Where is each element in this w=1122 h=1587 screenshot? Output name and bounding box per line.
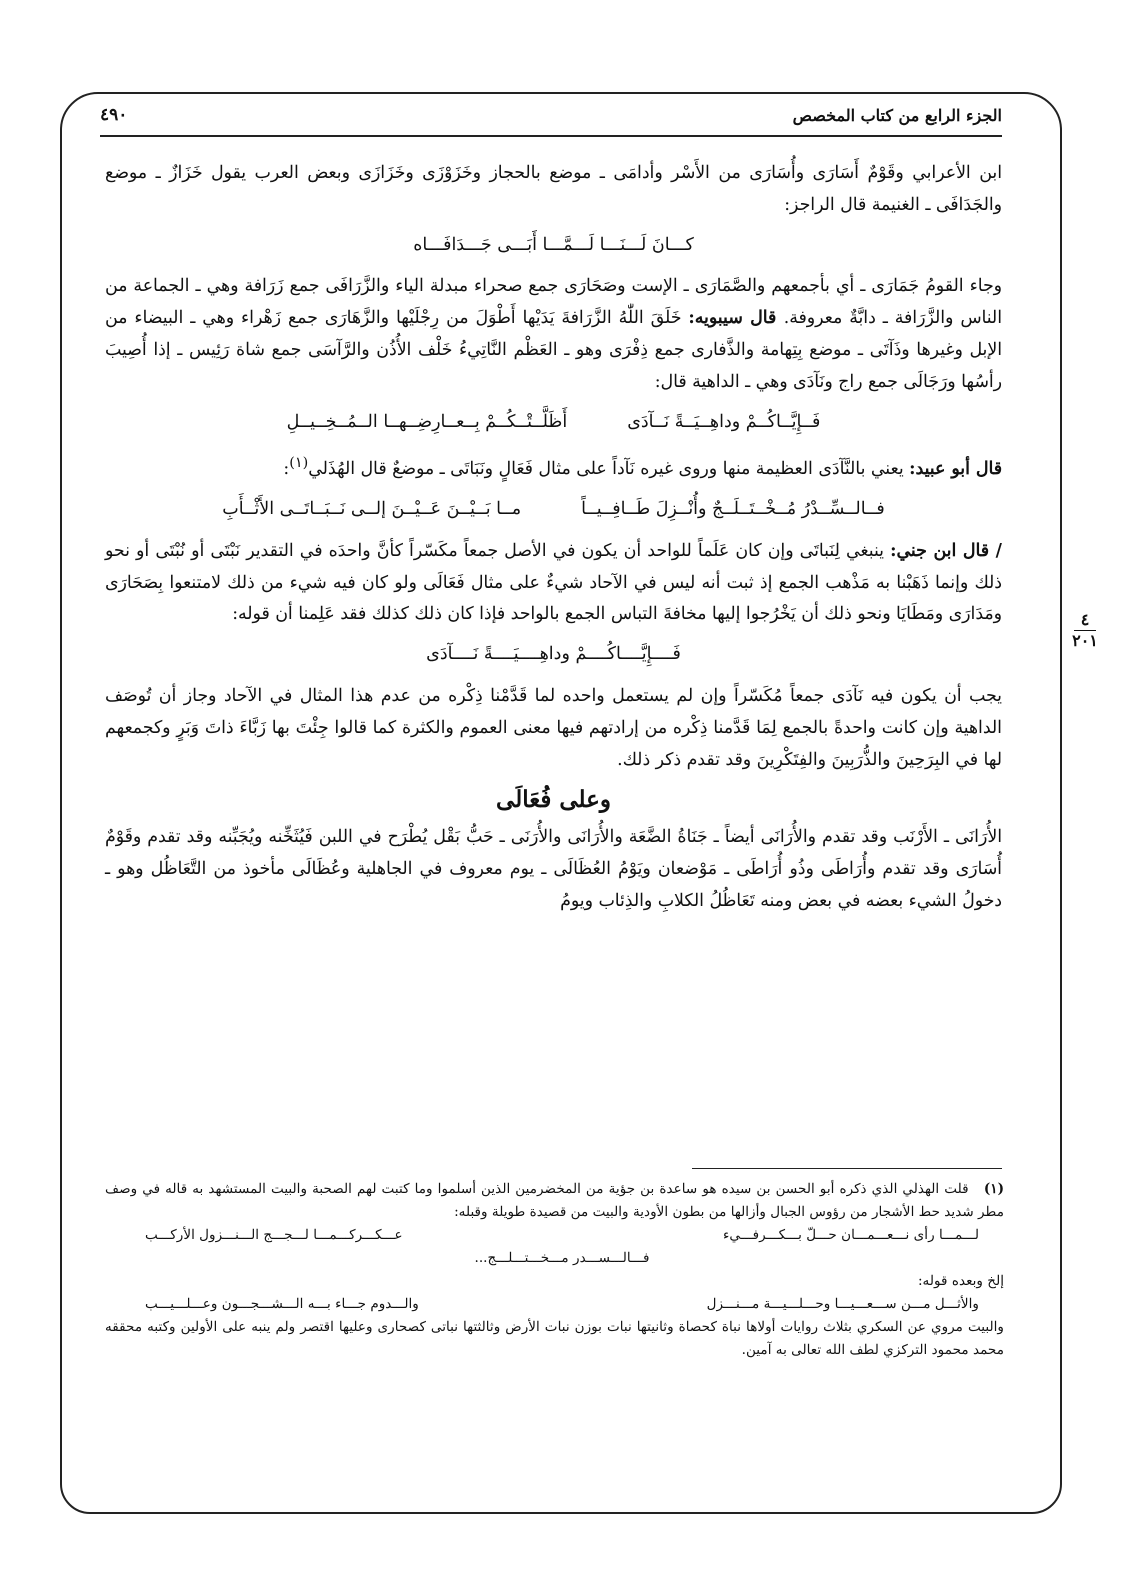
- footnote-verse-b-text: فـــالـــســـدر مـــخـــتـــلـــج...: [474, 1250, 650, 1266]
- paragraph-4: [105, 536, 1002, 631]
- footnote-verse-c-first: والأثـــل مـــن ســـعـــيـــا وحـــلـــيـــة مـــنـــزل: [706, 1296, 979, 1312]
- footnote-number: (١): [983, 1181, 1004, 1197]
- paragraph-2-speaker: قال سيبويه:: [688, 308, 784, 329]
- footnote-marker: (١): [289, 455, 309, 472]
- footnote-verse-c-second: والـــدوم جـــاء بـــه الـــشـــجـــون وعـــلـــيـــب: [145, 1296, 419, 1312]
- page-header: [100, 100, 1002, 130]
- verse-4-hemistich: فَــــإِيَّــــاكُــــمْ وداهِــــيَــــةً نَــــآدَى: [426, 644, 681, 665]
- margin-ref-bottom: ٢٠١: [1072, 631, 1098, 650]
- footnote-verse-b: [105, 1247, 1004, 1270]
- paragraph-3-end: :: [283, 459, 290, 480]
- margin-ref-top: ٤: [1080, 610, 1090, 629]
- verse-2-first-hemistich: فَــإِيَّــاكُــمْ وداهِــيَــةً نَــآدَى: [627, 411, 821, 432]
- paragraph-4-text: ينبغي لِنَباتَى وإن كان عَلَماً للواحد أن يكون في الأصل جمعاً مكَسّراً كأنَّ واحدَه في التقدير نَبْتَى أو نُبْتَى أو نحو ذلك وإنما ذَهَبْنا به مَذْهب الجمع إذ ثبت أنه ليس في الآحاد شيءٌ على مثال فَعَالَى ولو كان فيه شيء من ذلك لامتنعوا بِصَحَارَى ومَدَارَى ومَطَايَا ونحو ذلك أن يَخْرُجوا إليها مخافةَ التباس الجمع بالواحد فإذا كان ذلك كذلك فقد عَلِمنا أن قوله:: [105, 540, 1002, 625]
- page-number: ٤٩٠: [100, 105, 128, 125]
- verse-3-first-hemistich: فــالــسِّــدْرُ مُــخْــتَــلَــجٌ وأُنْــزِلَ طَــافِــيــاً: [581, 498, 885, 519]
- paragraph-2: [105, 271, 1002, 398]
- footnote-rule: [692, 1168, 1002, 1169]
- footnote-1: [105, 1178, 1004, 1224]
- verse-2: [105, 407, 1002, 439]
- margin-page-reference: [1070, 612, 1100, 649]
- verse-1-hemistich: كـــانَ لَـــنَـــا لَـــمَّـــا أَبَـــى جَـــدَافَـــاه: [413, 234, 694, 255]
- paragraph-4-speaker: / قال ابن جني:: [890, 540, 1002, 561]
- footnotes: [105, 1178, 1004, 1362]
- footnote-text-3: والبيت مروي عن السكري بثلاث روايات أولاها نباة كحصاة وثانيتها نبات بوزن نبات الأرض وثالثتها نباتى كصحارى وعليها اقتصر ولم ينبه على الأولين وكتبه محققه محمد محمود التركزي لطف الله تعالى به آمين.: [105, 1319, 1004, 1358]
- footnote-text-1: قلت الهذلي الذي ذكره أبو الحسن بن سيده هو ساعدة بن جؤية من المخضرمين الذين أسلموا وما كتبت لهم الصحبة والبيت المستشهد به قاله في وصف مطر شديد حط الأشجار من رؤوس الجبال وأزالها من بطون الأودية والبيت من قصيدة طويلة وقبله:: [105, 1181, 1004, 1220]
- paragraph-3: [105, 448, 1002, 486]
- main-text: [105, 158, 1002, 926]
- verse-3-second-hemistich: مــا بَــيْــنَ عَــيْــنَ إلــى نَــبَــاتَــى الأَثْــأَبِ: [222, 498, 522, 519]
- verse-4: [105, 639, 1002, 671]
- running-title: الجزء الرابع من كتاب المخصص: [792, 105, 1002, 125]
- header-rule: [100, 135, 1002, 137]
- paragraph-2-rest: خَلَقَ اللّٰهُ الزَّرَافةَ يَدَيْها أَطْوَلَ من رِجْلَيْها والزَّهَارَى جمع زَهْراء وهي ـ البيضاء من الإبل وغيرها وذَآتَى ـ موضع بِتِهامة والذَّفارى جمع ذِفْرَى وهو ـ العَظْم النَّاتِيءُ خَلْف الأُذُن والرَّآسَى جمع شاة رَئِيس ـ إذا أُصِيبَ رأسُها ورَجَالَى جمع راج ونَآدَى وهي ـ الداهية قال:: [105, 308, 1002, 392]
- verse-3: [105, 494, 1002, 526]
- footnote-verse-a-first: لـــمـــا رأى نـــعـــمـــان حـــلّ بـــكـــرفـــيء: [723, 1227, 979, 1243]
- paragraph-3-text: يعني بالنَّآدَى العظيمة منها وروى غيره نَآداً على مثال فَعَالٍ ونَبَاتَى ـ موضعٌ قال الهُذَلي: [308, 459, 910, 480]
- footnote-verse-a-second: عـــكـــركـــمـــا لـــجـــج الـــنـــزول الأركـــب: [145, 1227, 403, 1243]
- verse-2-second-hemistich: أَظَلَّــتْــكُــمْ بِــعــارِضِــهــا الــمُــخِــيــلِ: [286, 411, 568, 432]
- footnote-verse-a: [105, 1224, 1004, 1247]
- verse-1: [105, 230, 1002, 262]
- footnote-text-2: إلخ وبعده قوله:: [917, 1273, 1004, 1289]
- paragraph-3-speaker: قال أبو عبيد:: [909, 459, 1002, 480]
- section-heading: وعلى فُعَالَى: [496, 786, 611, 814]
- paragraph-1: ابن الأعرابي وقَوْمٌ أَسَارَى وأُسَارَى من الأَسْر وأدامَى ـ موضع بالحجاز وخَزَوْزَى وخَزَازَى وبعض العرب يقول خَزَازٌ ـ موضع والجَدَافَى ـ الغنيمة قال الراجز:: [105, 163, 1002, 215]
- paragraph-2-text: وجاء القومُ جَمَارَى ـ أي بأجمعهم والصَّمَارَى ـ الإست وصَحَارَى جمع صحراء مبدلة الياء والزَّرَافَى جمع زَرَافة وهي ـ الجماعة من الناس والزَّرَافة ـ دابَّةٌ معروفة.: [105, 276, 1002, 329]
- footnote-verse-c: [105, 1293, 1004, 1316]
- paragraph-6: الأُرَانَى ـ الأَرْنَب وقد تقدم والأُرَانَى أيضاً ـ جَنَاةُ الضَّعَة والأُرَانَى والأُرَنَى ـ حَبُّ بَقْل يُطْرَح في اللبن فَيُثَخِّنه ويُجَبِّنه وقد تقدم وقَوْمٌ أُسَارَى وقد تقدم وأُرَاطَى وذُو أُرَاطَى ـ مَوْضعان ويَوْمُ العُظَالَى ـ يوم معروف في الجاهلية وعُظَالَى مأخوذ من التَّعَاظُل وهو ـ دخولُ الشيء بعضه في بعض ومنه تَعَاظُلُ الكلابِ والذِئاب ويومُ: [105, 827, 1002, 911]
- paragraph-5: يجب أن يكون فيه نَآدَى جمعاً مُكَسّراً وإن لم يستعمل واحده لما قَدَّمْنا ذِكْره من عدم هذا المثال في الآحاد وجاز أن تُوصَف الداهية وإن كانت واحدةً بالجمع لِمَا قَدَّمنا ذِكْره من إرادتهم فيها معنى العموم والكثرة كما قالوا جِئْتَ بها زَبَّاءَ ذاتَ وَبَرٍ وكجمعهم لها في البِرَحِينَ والذُّرَبِينَ والفِتَكْرِينَ وقد تقدم ذكر ذلك.: [105, 685, 1002, 770]
